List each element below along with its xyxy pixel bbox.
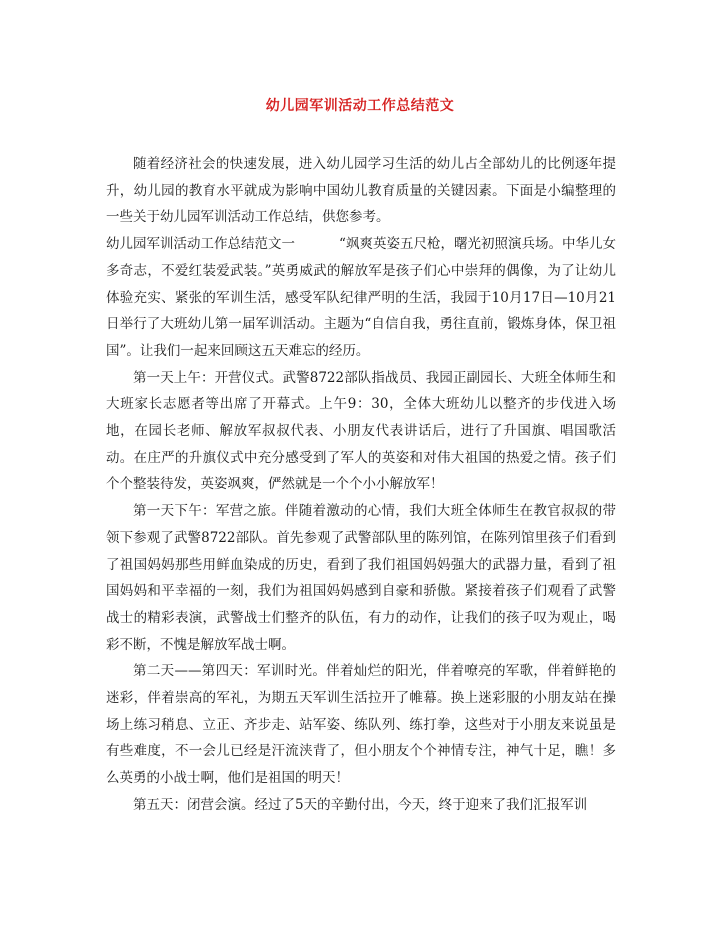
document-title: 幼儿园军训活动工作总结范文 — [265, 98, 455, 114]
document-body — [106, 151, 616, 819]
section-intro: “飒爽英姿五尺枪，曙光初照演兵场。中华儿女多奇志，不爱红装爱武装。”英勇威武的解放军是孩子们心中崇拜的偶像，为了让幼儿体验充实、紧张的军训生活，感受军队纪律严明的生活，我园于10月17日—10月21日举行了大班幼儿第一届军训活动。主题为“自信自我，勇往直前，锻炼身体，保卫祖国”。让我们一起来回顾这五天难忘的经历。 — [106, 236, 617, 359]
day1-afternoon-paragraph: 第一天下午：军营之旅。伴随着激动的心情，我们大班全体师生在教官叔叔的带领下参观了武警8722部队。首先参观了武警部队里的陈列馆，在陈列馆里孩子们看到了祖国妈妈那些用鲜血染成的历史，看到了我们祖国妈妈强大的武器力量，看到了祖国妈妈和平幸福的一刻，我们为祖国妈妈感到自豪和骄傲。紧接着孩子们观看了武警战士的精彩表演，武警战士们整齐的队伍，有力的动作，让我们的孩子叹为观止，喝彩不断，不愧是解放军战士啊。 — [106, 503, 616, 653]
intro-paragraph: 随着经济社会的快速发展，进入幼儿园学习生活的幼儿占全部幼儿的比例逐年提升，幼儿园的教育水平就成为影响中国幼儿教育质量的关键因素。下面是小编整理的一些关于幼儿园军训活动工作总结，供您参考。 — [106, 156, 616, 226]
day2-4-paragraph: 第二天——第四天：军训时光。伴着灿烂的阳光，伴着嘹亮的军歌，伴着鲜艳的迷彩，伴着崇高的军礼，为期五天军训生活拉开了帷幕。换上迷彩服的小朋友站在操场上练习稍息、立正、齐步走、站军姿、练队列、练打拳，这些对于小朋友来说虽是有些难度，不一会儿已经是汗流浃背了，但小朋友个个神情专注，神气十足，瞧！多么英勇的小战士啊，他们是祖国的明天！ — [106, 663, 616, 787]
section-heading: 幼儿园军训活动工作总结范文一 — [106, 236, 296, 253]
day1-morning-paragraph: 第一天上午：开营仪式。武警8722部队指战员、我园正副园长、大班全体师生和大班家长志愿者等出席了开幕式。上午9：30，全体大班幼儿以整齐的步伐进入场地，在园长老师、解放军叔叔代表、小朋友代表讲话后，进行了升国旗、唱国歌活动。在庄严的升旗仪式中充分感受到了军人的英姿和对伟大祖国的热爱之情。孩子们个个整装待发，英姿飒爽，俨然就是一个个小小解放军！ — [106, 369, 616, 493]
day5-paragraph: 第五天：闭营会演。经过了5天的辛勤付出，今天，终于迎来了我们汇报军训 — [133, 796, 588, 813]
section-paragraph — [106, 231, 616, 365]
